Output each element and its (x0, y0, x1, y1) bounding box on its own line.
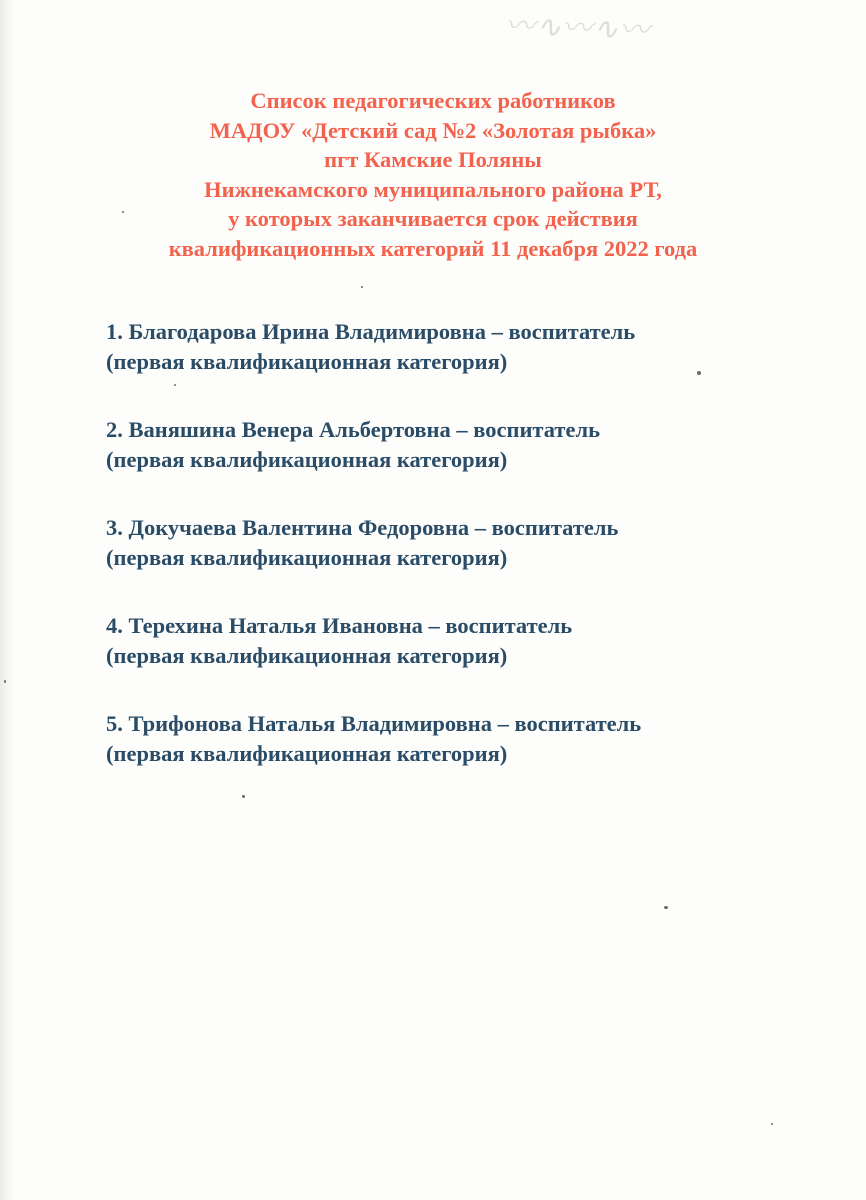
list-item (106, 513, 806, 573)
employee-category: (первая квалификационная категория) (106, 741, 508, 766)
title-line-5: у которых заканчивается срок действия (228, 206, 638, 231)
title-line-6: квалификационных категорий 11 декабря 2022 года (168, 235, 698, 261)
pencil-scribble-mark: 〰∿〰∿〰 (504, 8, 651, 49)
scan-speck (122, 211, 124, 213)
scan-speck (697, 371, 701, 375)
scan-speck (174, 384, 176, 386)
list-item (106, 611, 806, 671)
scan-speck (242, 795, 245, 798)
employee-list (106, 317, 806, 807)
list-item (106, 317, 806, 377)
employee-name-line: 1. Благодарова Ирина Владимировна – воспитатель (106, 319, 636, 344)
employee-name-line: 4. Терехина Наталья Ивановна – воспитатель (106, 613, 573, 638)
list-item (106, 709, 806, 769)
document-title (0, 86, 866, 263)
employee-name-line: 2. Ваняшина Венера Альбертовна – воспитатель (106, 417, 600, 442)
scan-speck (4, 680, 6, 683)
employee-name-line: 3. Докучаева Валентина Федоровна – воспитатель (106, 515, 619, 540)
employee-category: (первая квалификационная категория) (106, 349, 508, 374)
title-line-3: пгт Камские Поляны (324, 147, 542, 172)
scan-speck (771, 1123, 773, 1125)
title-line-4: Нижнекамского муниципального района РТ, (204, 176, 662, 202)
employee-category: (первая квалификационная категория) (106, 447, 508, 472)
list-item (106, 415, 806, 475)
scan-speck (361, 286, 363, 288)
employee-name-line: 5. Трифонова Наталья Владимировна – воспитатель (106, 711, 642, 736)
employee-category: (первая квалификационная категория) (106, 545, 508, 570)
employee-category: (первая квалификационная категория) (106, 643, 508, 668)
title-line-2: МАДОУ «Детский сад №2 «Золотая рыбка» (209, 117, 657, 143)
scan-speck (664, 906, 668, 909)
title-line-1: Список педагогических работников (250, 88, 616, 113)
